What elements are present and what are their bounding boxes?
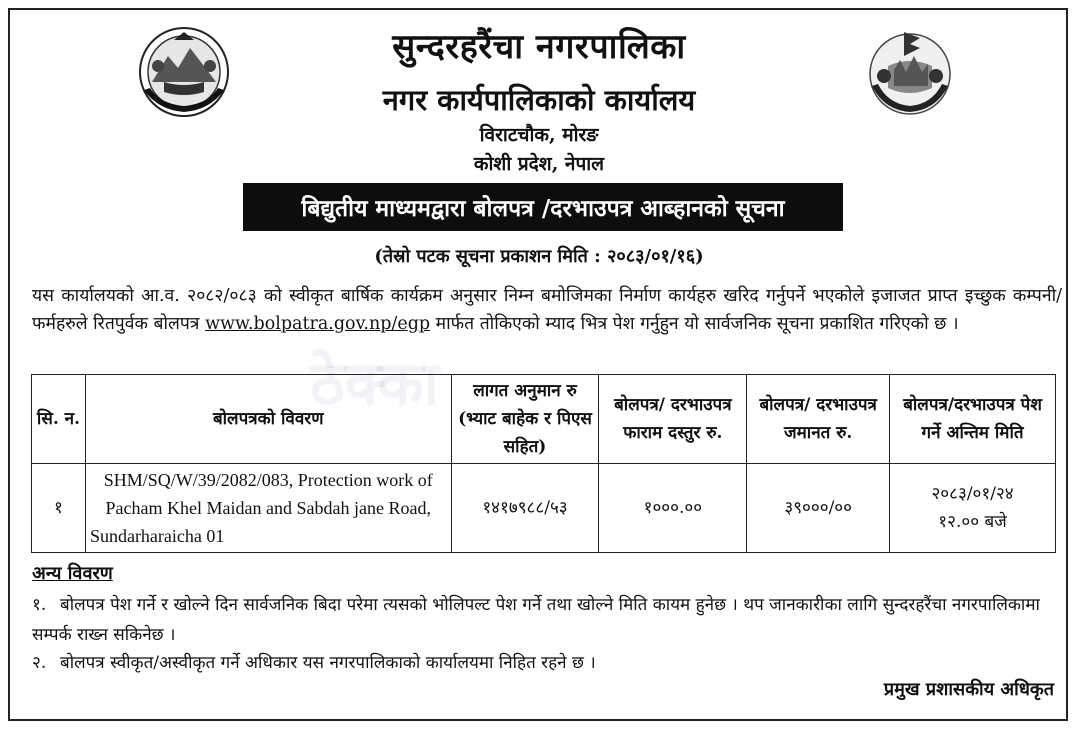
note-text: बोलपत्र स्वीकृत/अस्वीकृत गर्ने अधिकार यस नगरपालिकाको कार्यालयमा निहित रहने छ । xyxy=(60,653,596,673)
deadline-date: २०८३/०१/२४ xyxy=(931,484,1014,504)
deadline-time: १२.०० बजे xyxy=(938,512,1007,532)
cell-description: SHM/SQ/W/39/2082/083, Protection work of Pacham Khel Maidan and Sabdah jane Road, Sundarharaicha 01 xyxy=(85,464,451,553)
table-row xyxy=(32,464,1056,553)
col-header-sn: सि. न. xyxy=(32,375,86,464)
tender-table xyxy=(31,374,1056,553)
col-header-bid-security: बोलपत्र/ दरभाउपत्र जमानत रु. xyxy=(747,375,890,464)
col-header-deadline: बोलपत्र/दरभाउपत्र पेश गर्ने अन्तिम मिति xyxy=(890,375,1056,464)
notice-title: बिद्युतीय माध्यमद्वारा बोलपत्र /दरभाउपत्र आब्हानको सूचना xyxy=(243,183,843,231)
address-line-2: कोशी प्रदेश, नेपाल xyxy=(473,153,605,175)
intro-text-after-url: मार्फत तोकिएको म्याद भित्र पेश गर्नुहुन यो सार्वजनिक सूचना प्रकाशित गरिएको छ । xyxy=(435,314,959,334)
col-header-cost-estimate: लागत अनुमान रु (भ्याट बाहेक र पिएस सहित) xyxy=(451,375,599,464)
table-header-row xyxy=(32,375,1056,464)
cell-cost-estimate: १४१७९८८/५३ xyxy=(451,464,599,553)
watermark: ठेक्का xyxy=(310,349,440,419)
address-line-1: विराटचौक, मोरङ xyxy=(479,124,599,146)
col-header-description: बोलपत्रको विवरण xyxy=(85,375,451,464)
col-header-form-fee: बोलपत्र/ दरभाउपत्र फाराम दस्तुर रु. xyxy=(599,375,747,464)
intro-paragraph xyxy=(32,282,1062,338)
other-details-heading: अन्य विवरण xyxy=(32,563,113,584)
bolpatra-link[interactable]: www.bolpatra.gov.np/egp xyxy=(205,314,431,334)
cell-form-fee: १०००.०० xyxy=(599,464,747,553)
intro-text-before-url: यस कार्यालयको आ.व. २०८२/०८३ को स्वीकृत बार्षिक कार्यक्रम अनुसार निम्न बमोजिमका निर्माण कार्यहरु खरिद गर्नुपर्ने भएकोले इजाजत प्राप्त इच्छुक कम्पनी/फर्महरुले रितपुर्वक बोलपत्र xyxy=(32,286,1062,334)
note-text: बोलपत्र पेश गर्ने र खोल्ने दिन सार्वजनिक बिदा परेमा त्यसको भोलिपल्ट पेश गर्ने तथा खोल्ने मिति कायम हुनेछ । थप जानकारीका लागि सुन्दरहरैंचा नगरपालिकामा सम्पर्क राख्न सकिनेछ । xyxy=(32,595,1040,645)
list-item xyxy=(32,590,1062,650)
cell-bid-security: ३९०००/०० xyxy=(747,464,890,553)
signatory-title: प्रमुख प्रशासकीय अधिकृत xyxy=(883,679,1054,700)
note-number: १. xyxy=(32,595,47,615)
cell-sn: १ xyxy=(32,464,86,553)
municipality-name: सुन्दरहरैंचा नगरपालिका xyxy=(392,27,686,67)
office-name: नगर कार्यपालिकाको कार्यालय xyxy=(382,83,696,117)
cell-deadline xyxy=(890,464,1056,553)
list-item xyxy=(32,648,596,678)
publish-date: (तेस्रो पटक सूचना प्रकाशन मिति : २०८३/०१/१६) xyxy=(374,246,704,267)
note-number: २. xyxy=(32,653,47,673)
